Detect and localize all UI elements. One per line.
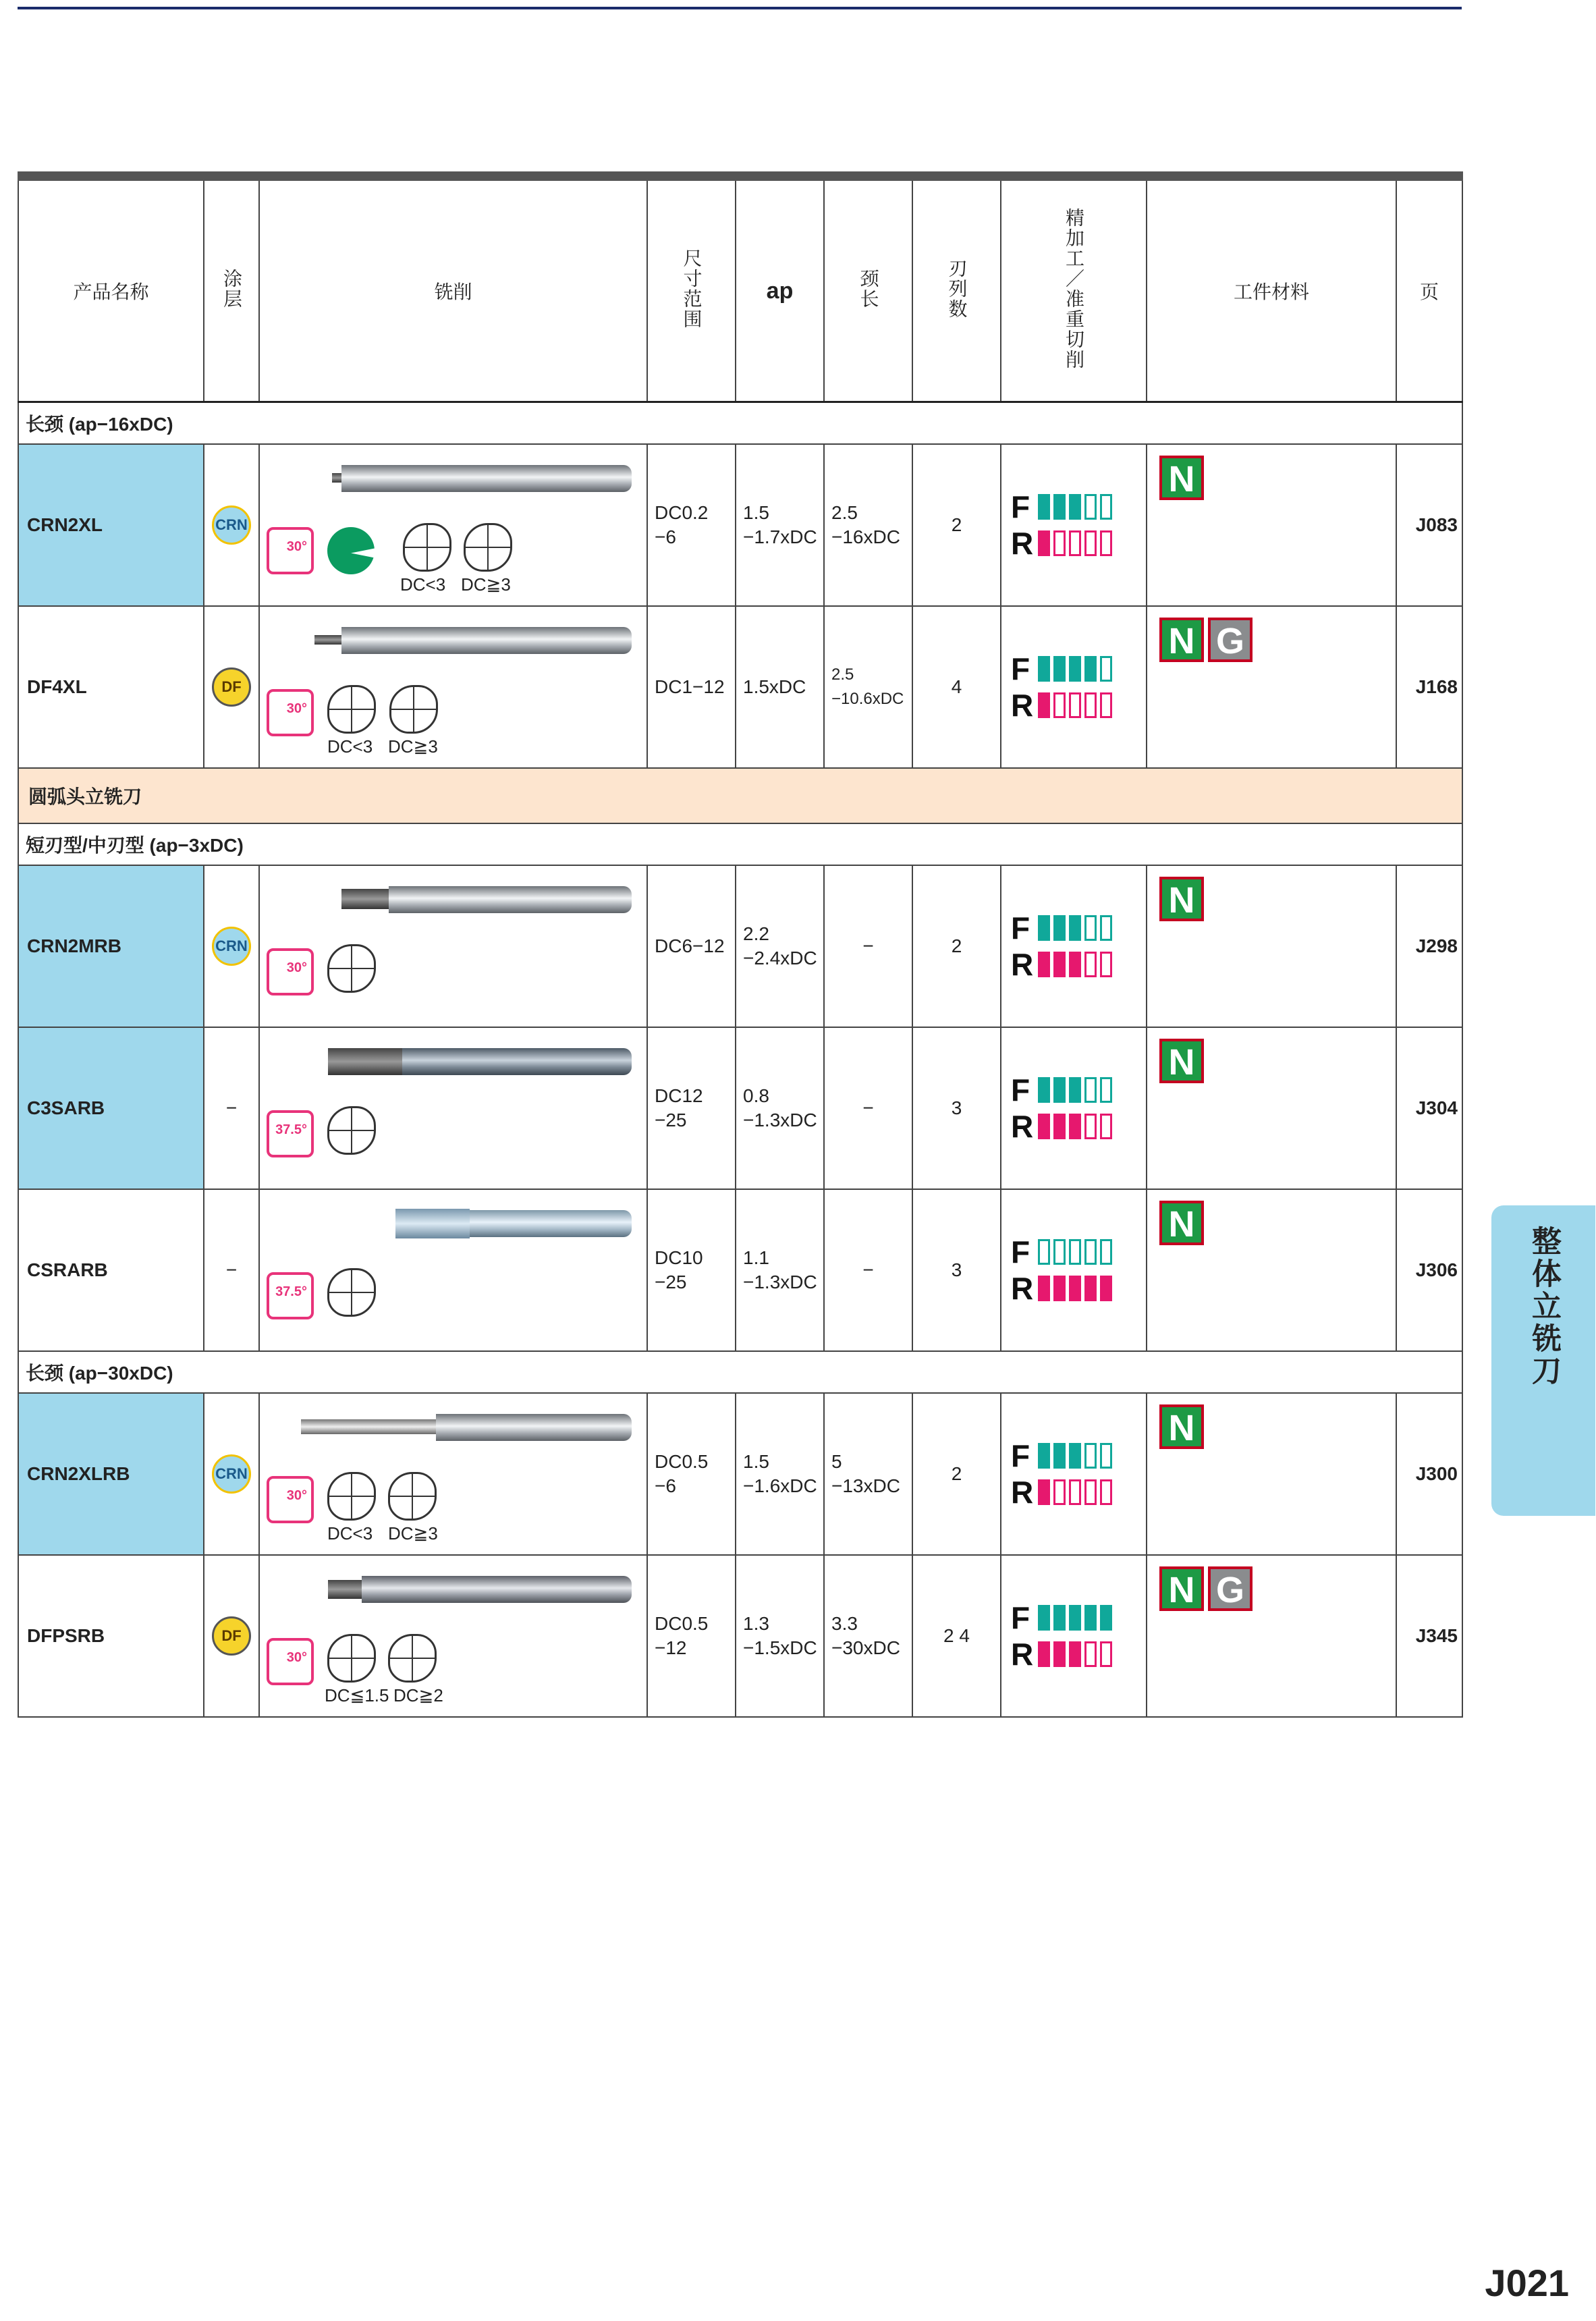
table-row [18, 1393, 1462, 1555]
r-rating-cell [1084, 1114, 1097, 1139]
fr-rating [1001, 1027, 1147, 1189]
material-cell [1147, 444, 1396, 606]
f-rating-cell [1084, 915, 1097, 941]
tool-flute [395, 1209, 470, 1238]
tool-image [436, 1414, 632, 1441]
catalog-table [18, 171, 1463, 1718]
coating-badge: DF [212, 667, 251, 707]
flute-section-icon [327, 1472, 376, 1521]
neck-length: 2.5 −10.6xDC [824, 606, 912, 768]
f-rating-cell [1053, 1605, 1066, 1631]
f-rating-letter: F [1011, 1072, 1030, 1108]
header-milling: 铣削 [259, 176, 647, 402]
page-link[interactable]: J304 [1396, 1027, 1462, 1189]
page-number: J021 [1485, 2262, 1569, 2304]
r-rating-cell [1069, 1276, 1081, 1301]
flute-count: 4 [912, 606, 1001, 768]
flute-count: 2 [912, 444, 1001, 606]
f-rating-cell [1053, 494, 1066, 520]
coating-cell: − [204, 1189, 259, 1351]
tool-image [389, 886, 632, 913]
size-range: DC0.5 −6 [647, 1393, 736, 1555]
side-tab-label: 整体立铣刀 [1527, 1226, 1560, 1388]
tool-image [362, 1576, 632, 1603]
f-rating-cell [1100, 1077, 1112, 1103]
header-fr: 精加工／准重切削 [1001, 176, 1147, 402]
material-n-icon: N [1159, 1404, 1204, 1449]
r-rating-cell [1053, 1641, 1066, 1667]
neck-length: 5 −13xDC [824, 1393, 912, 1555]
coating-cell [204, 444, 259, 606]
f-rating-cell [1038, 494, 1050, 520]
coating-badge: CRN [212, 927, 251, 966]
header-neck: 颈长 [824, 176, 912, 402]
f-rating-cell [1053, 1443, 1066, 1469]
flute-count: 2 [912, 865, 1001, 1027]
f-rating-cell [1038, 915, 1050, 941]
flute-section-icon [389, 685, 438, 734]
flute-caption: DC≧3 [388, 1523, 438, 1544]
flute-caption: DC≧2 [393, 1685, 443, 1705]
r-rating-cell [1100, 1276, 1112, 1301]
r-rating-cell [1053, 530, 1066, 556]
tool-neck [301, 1419, 436, 1434]
fr-rating [1001, 444, 1147, 606]
flute-caption: DC≦1.5 [325, 1685, 389, 1705]
header-material: 工件材料 [1147, 176, 1396, 402]
milling-cell [259, 865, 647, 1027]
r-rating-cell [1100, 952, 1112, 977]
section-label: 长颈 (ap−16xDC) [18, 402, 1462, 445]
flute-section-icon [327, 1268, 376, 1317]
flute-section-icon [464, 523, 512, 572]
f-rating-cell [1100, 1605, 1112, 1631]
material-g-icon: G [1208, 1566, 1253, 1611]
r-rating-cell [1069, 530, 1081, 556]
tool-image [341, 627, 632, 654]
page-link[interactable]: J168 [1396, 606, 1462, 768]
f-rating-cell [1100, 915, 1112, 941]
page-link[interactable]: J306 [1396, 1189, 1462, 1351]
r-rating-cell [1038, 1479, 1050, 1505]
r-rating-cell [1053, 1114, 1066, 1139]
top-rule [18, 7, 1462, 9]
material-cell [1147, 1555, 1396, 1717]
f-rating-letter: F [1011, 489, 1030, 524]
header-coating: 涂层 [204, 176, 259, 402]
flute-section-icon [388, 1634, 437, 1683]
r-rating-cell [1038, 1114, 1050, 1139]
page-link[interactable]: J298 [1396, 865, 1462, 1027]
r-rating-cell [1100, 1641, 1112, 1667]
material-n-icon: N [1159, 618, 1204, 662]
milling-cell [259, 606, 647, 768]
f-rating-line [1011, 1600, 1146, 1636]
coating-cell [204, 606, 259, 768]
table-row [18, 865, 1462, 1027]
r-rating-cell [1069, 1479, 1081, 1505]
product-name[interactable]: DF4XL [18, 606, 204, 768]
f-rating-letter: F [1011, 910, 1030, 946]
flute-count: 3 [912, 1189, 1001, 1351]
tool-tip [332, 473, 341, 483]
helix-angle-icon: 30° [267, 1638, 314, 1685]
fr-rating [1001, 606, 1147, 768]
helix-angle-icon: 30° [267, 948, 314, 995]
material-n-icon: N [1159, 456, 1204, 500]
f-rating-cell [1053, 656, 1066, 682]
helix-angle-icon: 30° [267, 1476, 314, 1523]
milling-cell [259, 444, 647, 606]
flute-section-icon [327, 1634, 376, 1683]
flute-caption: DC<3 [327, 1523, 373, 1544]
flute-caption: DC≧3 [461, 574, 511, 595]
page-link[interactable]: J083 [1396, 444, 1462, 606]
f-rating-letter: F [1011, 1600, 1030, 1635]
r-rating-line [1011, 946, 1146, 983]
ap-value: 2.2 −2.4xDC [736, 865, 824, 1027]
coating-badge: CRN [212, 506, 251, 545]
flute-caption: DC<3 [327, 736, 373, 757]
page-link[interactable]: J300 [1396, 1393, 1462, 1555]
header-page: 页 [1396, 176, 1462, 402]
helix-angle-icon: 30° [267, 689, 314, 736]
helix-angle-icon: 37.5° [267, 1110, 314, 1157]
f-rating-line [1011, 651, 1146, 687]
coating-cell [204, 865, 259, 1027]
f-rating-cell [1038, 656, 1050, 682]
f-rating-cell [1084, 1239, 1097, 1265]
material-n-icon: N [1159, 1566, 1204, 1611]
product-name[interactable]: CRN2MRB [18, 865, 204, 1027]
flute-section-icon [403, 523, 451, 572]
r-rating-cell [1069, 692, 1081, 718]
f-rating-cell [1069, 1443, 1081, 1469]
header-ap: ap [736, 176, 824, 402]
fr-rating [1001, 1393, 1147, 1555]
size-range: DC12 −25 [647, 1027, 736, 1189]
header-size: 尺寸范围 [647, 176, 736, 402]
f-rating-line [1011, 489, 1146, 525]
header-flutes: 刃列数 [912, 176, 1001, 402]
f-rating-cell [1053, 915, 1066, 941]
table-row [18, 1027, 1462, 1189]
ap-value: 1.1 −1.3xDC [736, 1189, 824, 1351]
flute-caption: DC<3 [400, 574, 446, 595]
fr-rating [1001, 1555, 1147, 1717]
table-row [18, 606, 1462, 768]
r-rating-cell [1053, 1479, 1066, 1505]
f-rating-letter: F [1011, 651, 1030, 686]
milling-cell [259, 1393, 647, 1555]
r-rating-letter: R [1011, 947, 1034, 982]
flute-count: 2 4 [912, 1555, 1001, 1717]
neck-length: 3.3 −30xDC [824, 1555, 912, 1717]
f-rating-cell [1069, 494, 1081, 520]
tool-flute [328, 1580, 362, 1599]
material-n-icon: N [1159, 1039, 1204, 1083]
r-rating-letter: R [1011, 1637, 1034, 1672]
section-row [18, 1351, 1462, 1393]
f-rating-cell [1100, 494, 1112, 520]
r-rating-cell [1038, 692, 1050, 718]
f-rating-cell [1038, 1443, 1050, 1469]
flute-count: 3 [912, 1027, 1001, 1189]
r-rating-line [1011, 1270, 1146, 1307]
milling-cell [259, 1027, 647, 1189]
r-rating-cell [1100, 692, 1112, 718]
flute-section-icon [327, 685, 376, 734]
r-rating-line [1011, 525, 1146, 562]
ap-value: 1.5 −1.6xDC [736, 1393, 824, 1555]
category-band [18, 768, 1462, 823]
fr-rating [1001, 1189, 1147, 1351]
r-rating-letter: R [1011, 1475, 1034, 1510]
f-rating-cell [1084, 1077, 1097, 1103]
category-title: 圆弧头立铣刀 [18, 768, 1462, 823]
material-cell [1147, 606, 1396, 768]
material-cell [1147, 865, 1396, 1027]
r-rating-cell [1100, 1114, 1112, 1139]
f-rating-line [1011, 910, 1146, 946]
r-rating-line [1011, 1108, 1146, 1145]
r-rating-cell [1084, 1479, 1097, 1505]
coating-badge: DF [212, 1616, 251, 1656]
helix-angle-icon: 37.5° [267, 1272, 314, 1319]
r-rating-cell [1069, 1114, 1081, 1139]
flute-section-icon [327, 1106, 376, 1155]
r-rating-cell [1069, 952, 1081, 977]
f-rating-line [1011, 1072, 1146, 1108]
f-rating-cell [1069, 915, 1081, 941]
r-rating-cell [1084, 692, 1097, 718]
neck-length: − [824, 1027, 912, 1189]
f-rating-cell [1069, 1077, 1081, 1103]
f-rating-cell [1100, 656, 1112, 682]
tool-image [341, 465, 632, 492]
r-rating-letter: R [1011, 1109, 1034, 1144]
table-row [18, 444, 1462, 606]
header-row [18, 176, 1462, 402]
neck-length: 2.5 −16xDC [824, 444, 912, 606]
header-product: 产品名称 [18, 176, 204, 402]
f-rating-line [1011, 1234, 1146, 1270]
f-rating-cell [1069, 1239, 1081, 1265]
r-rating-cell [1038, 952, 1050, 977]
f-rating-cell [1084, 1443, 1097, 1469]
f-rating-cell [1084, 1605, 1097, 1631]
r-rating-letter: R [1011, 526, 1034, 561]
r-rating-cell [1038, 530, 1050, 556]
coating-cell [204, 1393, 259, 1555]
milling-cell [259, 1189, 647, 1351]
r-rating-cell [1053, 952, 1066, 977]
r-rating-cell [1038, 1641, 1050, 1667]
product-name[interactable]: C3SARB [18, 1027, 204, 1189]
section-row [18, 823, 1462, 865]
material-cell [1147, 1393, 1396, 1555]
r-rating-cell [1038, 1276, 1050, 1301]
table-row [18, 1189, 1462, 1351]
product-name[interactable]: CRN2XL [18, 444, 204, 606]
tool-tip [314, 635, 341, 645]
f-rating-cell [1053, 1077, 1066, 1103]
neck-length: − [824, 1189, 912, 1351]
f-rating-letter: F [1011, 1234, 1030, 1269]
f-rating-cell [1038, 1077, 1050, 1103]
product-name[interactable]: DFPSRB [18, 1555, 204, 1717]
f-rating-cell [1053, 1239, 1066, 1265]
f-rating-cell [1038, 1239, 1050, 1265]
r-rating-line [1011, 687, 1146, 723]
helix-angle-icon: 30° [267, 527, 314, 574]
f-rating-cell [1069, 1605, 1081, 1631]
size-range: DC6−12 [647, 865, 736, 1027]
ap-value: 1.5 −1.7xDC [736, 444, 824, 606]
f-rating-cell [1084, 656, 1097, 682]
f-rating-letter: F [1011, 1438, 1030, 1473]
r-rating-letter: R [1011, 688, 1034, 723]
material-n-icon: N [1159, 1201, 1204, 1245]
r-rating-cell [1084, 952, 1097, 977]
ap-value: 1.3 −1.5xDC [736, 1555, 824, 1717]
size-range: DC0.5 −12 [647, 1555, 736, 1717]
r-rating-cell [1084, 1641, 1097, 1667]
r-rating-line [1011, 1636, 1146, 1672]
material-cell [1147, 1189, 1396, 1351]
flute-caption: DC≧3 [388, 736, 438, 757]
f-rating-cell [1038, 1605, 1050, 1631]
page-link[interactable]: J345 [1396, 1555, 1462, 1717]
ap-value: 1.5xDC [736, 606, 824, 768]
side-tab[interactable] [1491, 1205, 1595, 1516]
r-rating-cell [1100, 1479, 1112, 1505]
ap-value: 0.8 −1.3xDC [736, 1027, 824, 1189]
f-rating-cell [1069, 656, 1081, 682]
r-rating-cell [1053, 692, 1066, 718]
fr-rating [1001, 865, 1147, 1027]
coating-badge: CRN [212, 1454, 251, 1494]
r-rating-letter: R [1011, 1271, 1034, 1306]
f-rating-cell [1100, 1239, 1112, 1265]
milling-cell [259, 1555, 647, 1717]
section-row [18, 402, 1462, 445]
size-range: DC0.2 −6 [647, 444, 736, 606]
tool-image [402, 1048, 632, 1075]
section-label: 短刃型/中刃型 (ap−3xDC) [18, 823, 1462, 865]
material-g-icon: G [1208, 618, 1253, 662]
r-rating-cell [1084, 530, 1097, 556]
size-range: DC1−12 [647, 606, 736, 768]
r-rating-cell [1069, 1641, 1081, 1667]
r-rating-line [1011, 1474, 1146, 1510]
table-row [18, 1555, 1462, 1717]
flute-count: 2 [912, 1393, 1001, 1555]
neck-length: − [824, 865, 912, 1027]
f-rating-cell [1100, 1443, 1112, 1469]
size-range: DC10 −25 [647, 1189, 736, 1351]
tool-flute [341, 889, 389, 909]
flute-section-icon [327, 944, 376, 993]
tool-flute [328, 1048, 402, 1075]
material-cell [1147, 1027, 1396, 1189]
coating-cell: − [204, 1027, 259, 1189]
product-name[interactable]: CSRARB [18, 1189, 204, 1351]
f-rating-line [1011, 1438, 1146, 1474]
product-name[interactable]: CRN2XLRB [18, 1393, 204, 1555]
r-rating-cell [1053, 1276, 1066, 1301]
r-rating-cell [1084, 1276, 1097, 1301]
coating-cell [204, 1555, 259, 1717]
material-n-icon: N [1159, 877, 1204, 921]
tool-image [470, 1210, 632, 1237]
flute-section-icon [388, 1472, 437, 1521]
f-rating-cell [1084, 494, 1097, 520]
section-label: 长颈 (ap−30xDC) [18, 1351, 1462, 1393]
end-mill-profile-icon [327, 527, 375, 574]
r-rating-cell [1100, 530, 1112, 556]
